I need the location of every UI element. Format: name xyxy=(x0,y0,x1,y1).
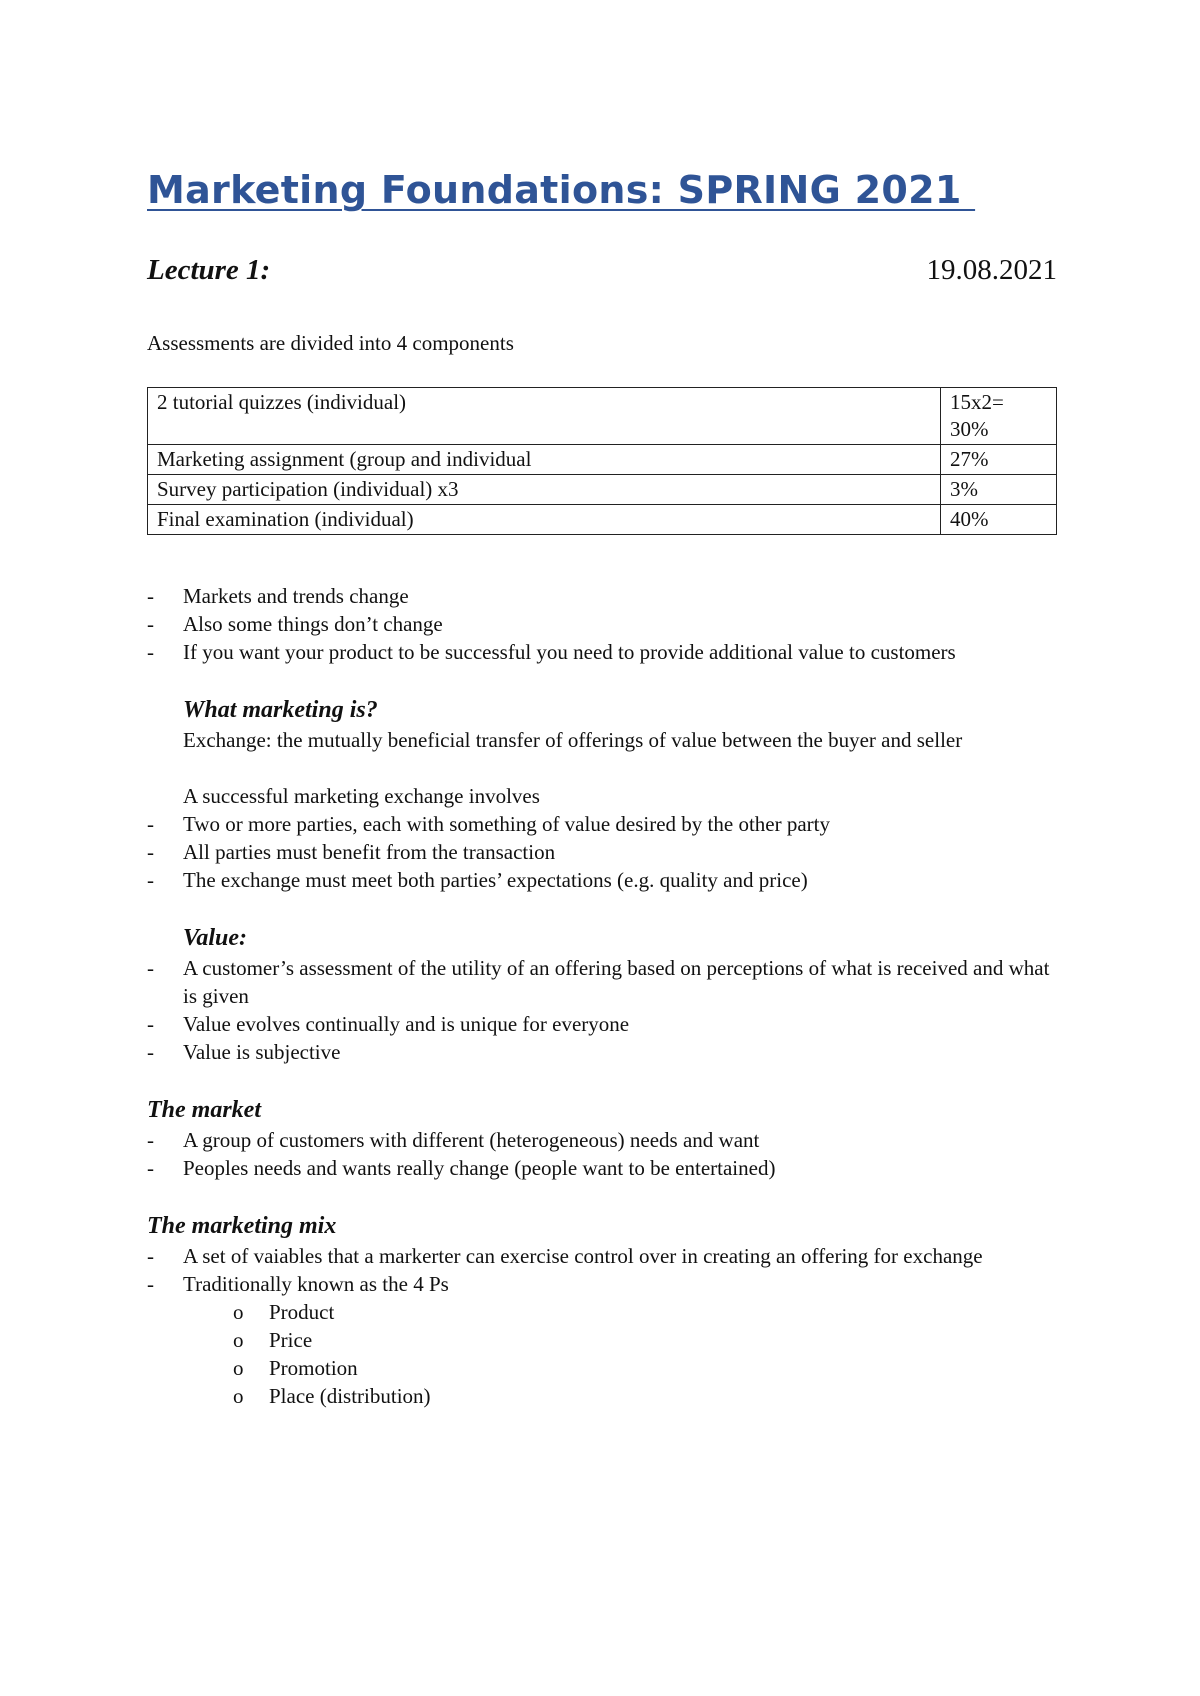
assessment-name: 2 tutorial quizzes (individual) xyxy=(148,388,941,445)
list-item: - A group of customers with different (heterogeneous) needs and want xyxy=(147,1128,760,1152)
assessment-weight: 27% xyxy=(941,445,1057,475)
document-title: Marketing Foundations: SPRING 2021 xyxy=(147,168,976,212)
lecture-date: 19.08.2021 xyxy=(926,254,1057,286)
list-item: o Product xyxy=(233,1300,335,1324)
section-heading-market: The market xyxy=(147,1097,261,1123)
assessment-name: Final examination (individual) xyxy=(148,505,941,535)
table-row xyxy=(148,475,1057,505)
dash-bullet-icon: - xyxy=(147,1128,154,1152)
table-row xyxy=(148,505,1057,535)
dash-bullet-icon: - xyxy=(147,1244,154,1268)
dash-bullet-icon: - xyxy=(147,812,154,836)
document-body xyxy=(147,582,1057,1410)
lecture-header xyxy=(147,254,1057,287)
assessment-weight: 40% xyxy=(941,505,1057,535)
circle-bullet-icon: o xyxy=(233,1356,244,1380)
list-item: - All parties must benefit from the transaction xyxy=(147,840,556,864)
section-heading-marketing-mix: The marketing mix xyxy=(147,1213,337,1239)
list-item: - Also some things don’t change xyxy=(147,612,443,636)
circle-bullet-icon: o xyxy=(233,1300,244,1324)
section-heading-value: Value: xyxy=(183,925,248,951)
list-item: o Promotion xyxy=(233,1356,358,1380)
assessment-name: Survey participation (individual) x3 xyxy=(148,475,941,505)
list-item: o Place (distribution) xyxy=(233,1384,431,1408)
dash-bullet-icon: - xyxy=(147,584,154,608)
list-item: - Markets and trends change xyxy=(147,584,409,608)
assessment-intro: Assessments are divided into 4 components xyxy=(147,331,514,355)
list-item: - A customer’s assessment of the utility of an offering based on perceptions of what is received and what is given xyxy=(147,956,1050,1008)
list-item: - The exchange must meet both parties’ expectations (e.g. quality and price) xyxy=(147,868,808,892)
assessment-table xyxy=(147,387,1057,535)
marketing-definition: Exchange: the mutually beneficial transfer of offerings of value between the buyer and seller xyxy=(183,728,963,752)
assessment-weight: 15x2= 30% xyxy=(941,388,1057,445)
circle-bullet-icon: o xyxy=(233,1328,244,1352)
list-item: - A set of vaiables that a markerter can exercise control over in creating an offering for exchange xyxy=(147,1244,983,1268)
dash-bullet-icon: - xyxy=(147,840,154,864)
list-item: - Value is subjective xyxy=(147,1040,341,1064)
lecture-title: Lecture 1: xyxy=(147,254,271,286)
dash-bullet-icon: - xyxy=(147,1012,154,1036)
dash-bullet-icon: - xyxy=(147,1156,154,1180)
dash-bullet-icon: - xyxy=(147,640,154,664)
circle-bullet-icon: o xyxy=(233,1384,244,1408)
dash-bullet-icon: - xyxy=(147,956,154,980)
dash-bullet-icon: - xyxy=(147,612,154,636)
list-item: - If you want your product to be successful you need to provide additional value to customers xyxy=(147,640,956,664)
table-row xyxy=(148,445,1057,475)
marketing-exchange-lead: A successful marketing exchange involves xyxy=(183,784,540,808)
dash-bullet-icon: - xyxy=(147,1272,154,1296)
document-page xyxy=(147,0,1057,1696)
dash-bullet-icon: - xyxy=(147,1040,154,1064)
assessment-weight: 3% xyxy=(941,475,1057,505)
list-item: - Value evolves continually and is unique for everyone xyxy=(147,1012,630,1036)
list-item: - Peoples needs and wants really change (people want to be entertained) xyxy=(147,1156,776,1180)
list-item: - Traditionally known as the 4 Ps xyxy=(147,1272,449,1296)
section-heading-marketing: What marketing is? xyxy=(183,697,378,723)
list-item: o Price xyxy=(233,1328,313,1352)
assessment-name: Marketing assignment (group and individual xyxy=(148,445,941,475)
table-row xyxy=(148,388,1057,445)
list-item: - Two or more parties, each with something of value desired by the other party xyxy=(147,812,831,836)
dash-bullet-icon: - xyxy=(147,868,154,892)
